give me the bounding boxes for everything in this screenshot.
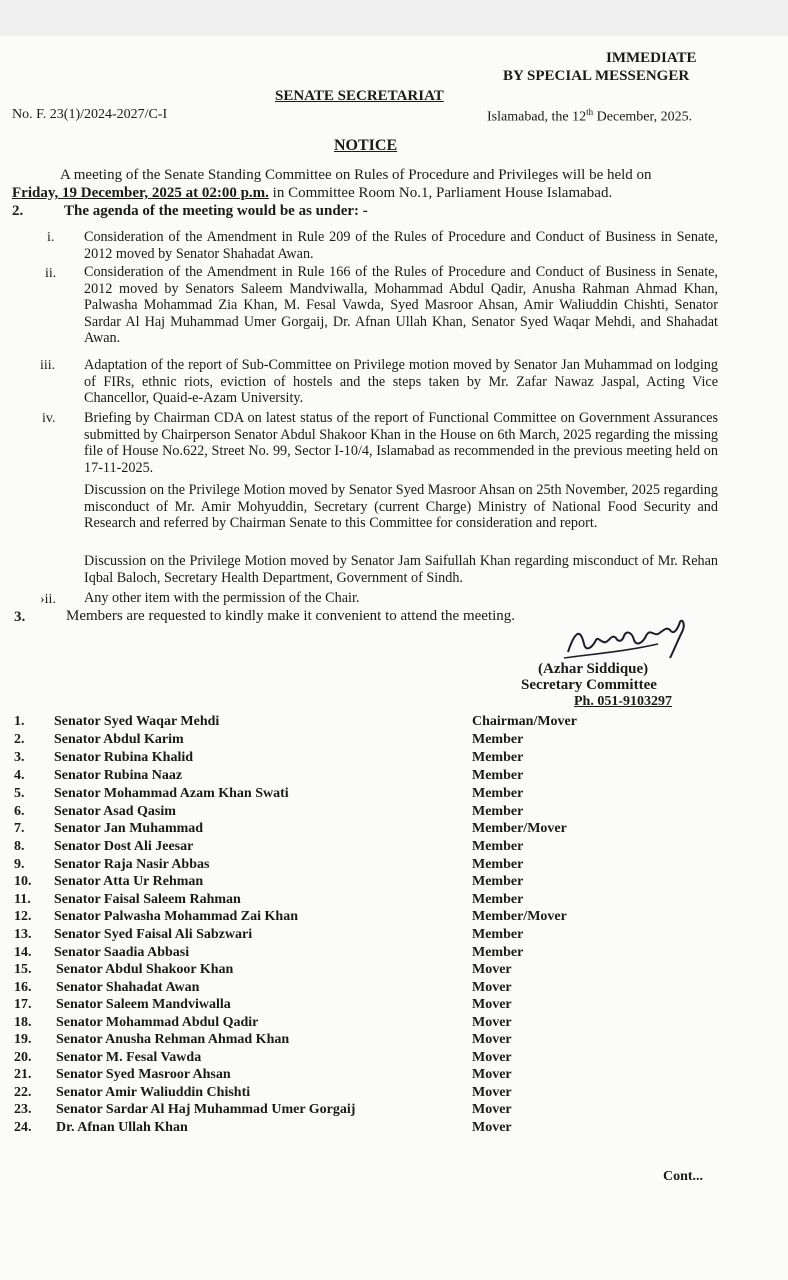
member-row (14, 927, 714, 944)
agenda-item: Discussion on the Privilege Motion moved by Senator Jam Saifullah Khan regarding misconduct of Mr. Rehan Iqbal Baloch, Secretary Health Department, Government of Sindh. (84, 553, 718, 586)
member-role: Chairman/Mover (472, 714, 577, 729)
member-row (14, 1085, 714, 1102)
signatory-name: (Azhar Siddique) (538, 661, 649, 677)
member-name: Senator Syed Masroor Ahsan (56, 1067, 231, 1082)
member-name: Dr. Afnan Ullah Khan (56, 1120, 188, 1135)
closing-line: Members are requested to kindly make it convenient to attend the meeting. (66, 608, 516, 624)
member-number: 4. (14, 768, 25, 783)
member-name: Senator Amir Waliuddin Chishti (56, 1085, 251, 1100)
member-name: Senator Faisal Saleem Rahman (54, 892, 241, 907)
member-role: Mover (472, 1015, 512, 1030)
office-title: SENATE SECRETARIAT (275, 88, 444, 104)
agenda-number: 2. (12, 203, 24, 219)
member-row (14, 821, 714, 838)
member-number: 7. (14, 821, 25, 836)
member-role: Member/Mover (472, 909, 567, 924)
member-number: 9. (14, 857, 25, 872)
member-number: 18. (14, 1015, 32, 1030)
member-role: Member (472, 732, 524, 747)
member-row (14, 1032, 714, 1049)
signatory-designation: Secretary Committee (521, 677, 657, 693)
continued-marker: Cont... (663, 1169, 704, 1184)
member-name: Senator Abdul Shakoor Khan (56, 962, 234, 977)
date-suffix: th (586, 107, 594, 117)
member-role: Member (472, 786, 524, 801)
intro-line: A meeting of the Senate Standing Committee on Rules of Procedure and Privileges will be held on (60, 167, 652, 183)
member-role: Member (472, 768, 524, 783)
member-number: 10. (14, 874, 32, 889)
member-role: Member (472, 750, 524, 765)
agenda-item: Briefing by Chairman CDA on latest status of the report of Functional Committee on Government Assurances submitted by Chairperson Senator Abdul Shakoor Khan in the House on 6th March, 2025 regarding the missing file of House No.622, Street No. 99, Sector I-10/4, Islamabad as recommended in the previous meeting held on 17-11-2025. (84, 410, 719, 476)
member-number: 21. (14, 1067, 32, 1082)
member-row (14, 1102, 714, 1119)
member-name: Senator Mohammad Azam Khan Swati (54, 786, 289, 801)
member-role: Member (472, 804, 524, 819)
member-row (14, 997, 714, 1014)
member-name: Senator Asad Qasim (54, 804, 176, 819)
meeting-date-time: Friday, 19 December, 2025 at 02:00 p.m. (12, 185, 269, 201)
member-name: Senator Raja Nasir Abbas (54, 857, 210, 872)
member-role: Member (472, 874, 524, 889)
date-pre: Islamabad, the 12 (487, 109, 587, 125)
member-row (14, 1067, 714, 1084)
member-row (14, 892, 714, 909)
member-number: 22. (14, 1085, 32, 1100)
member-row (14, 945, 714, 962)
member-number: 20. (14, 1050, 32, 1065)
meeting-when-where (12, 185, 612, 202)
meeting-venue: in Committee Room No.1, Parliament House Islamabad. (268, 185, 613, 201)
member-row (14, 874, 714, 891)
member-name: Senator Syed Waqar Mehdi (54, 714, 220, 729)
member-number: 2. (14, 732, 25, 747)
member-role: Mover (472, 1032, 512, 1047)
member-number: 8. (14, 839, 25, 854)
member-row (14, 962, 714, 979)
member-name: Senator Anusha Rehman Ahmad Khan (56, 1032, 290, 1047)
member-name: Senator Saleem Mandviwalla (56, 997, 231, 1012)
member-row (14, 857, 714, 874)
file-number: No. F. 23(1)/2024-2027/C-I (12, 107, 168, 122)
member-role: Member (472, 927, 524, 942)
agenda-intro: The agenda of the meeting would be as under: - (64, 203, 368, 219)
agenda-item: Discussion on the Privilege Motion moved by Senator Syed Masroor Ahsan on 25th November, 2025 regarding misconduct of Mr. Amir Mohyuddin, Secretary (current Charge) Ministry of National Food Security and Research and referred by Chairman Senate to this Committee for consideration and report. (84, 482, 718, 532)
member-number: 13. (14, 927, 32, 942)
agenda-item-label: ›ii. (40, 592, 56, 607)
member-role: Mover (472, 980, 512, 995)
member-row (14, 1015, 714, 1032)
member-name: Senator Rubina Naaz (54, 768, 183, 783)
member-name: Senator Abdul Karim (54, 732, 184, 747)
member-name: Senator Dost Ali Jeesar (54, 839, 194, 854)
agenda-item: Consideration of the Amendment in Rule 166 of the Rules of Procedure and Conduct of Business in Senate, 2012 moved by Senators Saleem Mandviwalla, Mohammad Abdul Qadir, Anusha Rahman Ahmad Khan, Palwasha Mohammad Zia Khan, M. Fesal Vawda, Syed Masroor Ahsan, Amir Waliuddin Chishti, Senator Sardar Al Haj Muhammad Umer Gorgaij, Dr. Afnan Ullah Khan, Senator Syed Waqar Mehdi, and Shahadat Awan. (84, 264, 718, 347)
member-role: Member/Mover (472, 821, 567, 836)
member-name: Senator Jan Muhammad (54, 821, 204, 836)
member-name: Senator Sardar Al Haj Muhammad Umer Gorgaij (56, 1102, 356, 1117)
agenda-item-label: ii. (45, 266, 57, 281)
member-name: Senator Syed Faisal Ali Sabzwari (54, 927, 253, 942)
signature-mark (562, 614, 712, 666)
member-role: Mover (472, 1120, 512, 1135)
agenda-item: Any other item with the permission of the Chair. (84, 590, 360, 606)
member-role: Mover (472, 1102, 512, 1117)
messenger-label: BY SPECIAL MESSENGER (503, 68, 690, 84)
agenda-item: Consideration of the Amendment in Rule 209 of the Rules of Procedure and Conduct of Business in Senate, 2012 moved by Senator Shahadat Awan. (84, 229, 718, 262)
member-row (14, 909, 714, 926)
member-row (14, 839, 714, 856)
date-line (487, 107, 692, 126)
member-number: 1. (14, 714, 25, 729)
member-row (14, 980, 714, 997)
member-row (14, 732, 714, 749)
signatory-phone: Ph. 051-9103297 (574, 694, 672, 709)
member-number: 5. (14, 786, 25, 801)
member-row (14, 750, 714, 767)
member-number: 23. (14, 1102, 32, 1117)
member-row (14, 1050, 714, 1067)
member-name: Senator Mohammad Abdul Qadir (56, 1015, 259, 1030)
member-role: Member (472, 892, 524, 907)
member-number: 3. (14, 750, 25, 765)
date-post: December, 2025. (593, 109, 693, 125)
member-number: 19. (14, 1032, 32, 1047)
member-row (14, 768, 714, 785)
member-row (14, 804, 714, 821)
immediate-label: IMMEDIATE (606, 50, 697, 66)
member-role: Mover (472, 997, 512, 1012)
member-name: Senator Palwasha Mohammad Zai Khan (54, 909, 298, 924)
member-role: Member (472, 857, 524, 872)
member-role: Member (472, 945, 524, 960)
member-row (14, 1120, 714, 1137)
viewer-top-bar (0, 0, 788, 36)
member-number: 24. (14, 1120, 32, 1135)
agenda-item-label: i. (47, 230, 55, 245)
member-role: Mover (472, 1085, 512, 1100)
closing-number: 3. (14, 609, 26, 625)
member-name: Senator Saadia Abbasi (54, 945, 190, 960)
agenda-item-label: iii. (40, 358, 56, 373)
member-row (14, 786, 714, 803)
member-role: Mover (472, 1067, 512, 1082)
agenda-item-label: iv. (42, 411, 56, 426)
member-number: 17. (14, 997, 32, 1012)
member-name: Senator Rubina Khalid (54, 750, 194, 765)
member-number: 15. (14, 962, 32, 977)
agenda-item: Adaptation of the report of Sub-Committee on Privilege motion moved by Senator Jan Muhammad on lodging of FIRs, ethnic riots, eviction of hostels and the steps taken by Mr. Zafar Nawaz Jaspal, Acting Vice Chancellor, Quaid-e-Azam University. (84, 357, 718, 407)
member-role: Member (472, 839, 524, 854)
member-name: Senator Atta Ur Rehman (54, 874, 204, 889)
member-number: 12. (14, 909, 32, 924)
member-number: 11. (14, 892, 31, 907)
notice-title: NOTICE (334, 137, 398, 154)
member-name: Senator M. Fesal Vawda (56, 1050, 202, 1065)
member-row (14, 714, 714, 731)
member-number: 14. (14, 945, 32, 960)
member-role: Mover (472, 1050, 512, 1065)
member-number: 6. (14, 804, 25, 819)
member-name: Senator Shahadat Awan (56, 980, 200, 995)
member-role: Mover (472, 962, 512, 977)
member-number: 16. (14, 980, 32, 995)
